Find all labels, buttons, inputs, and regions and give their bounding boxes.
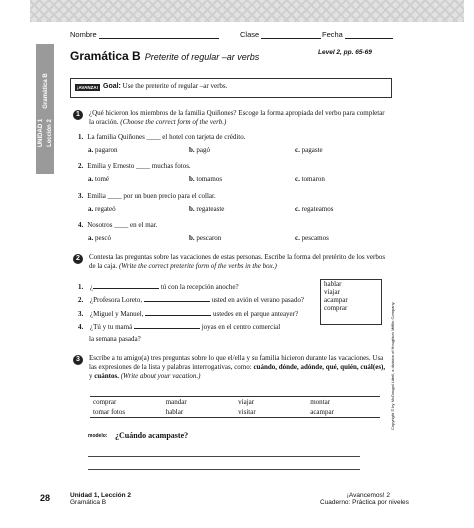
answer-line[interactable] (88, 468, 360, 470)
option-text: regateamos (301, 205, 334, 213)
s1-option-a[interactable] (88, 175, 109, 184)
s1-option-a[interactable] (88, 234, 111, 243)
s2-item-pre: ¿Tú y tu mamá (90, 323, 133, 331)
section-number-3: 3 (73, 355, 83, 365)
table-cell: acampar (310, 408, 334, 416)
table-cell: hablar (165, 408, 184, 416)
option-text: pescamos (301, 234, 329, 242)
s2-item-2 (78, 294, 304, 305)
table-row (90, 397, 380, 407)
section3-instruction-en: (Write about your vacation.) (120, 372, 201, 380)
copyright-notice: Copyright © by McDougal Littell, a division of Houghton Mifflin Company. (390, 301, 395, 430)
name-field[interactable] (70, 29, 219, 39)
s2-answer-blank[interactable] (134, 321, 200, 329)
footer-unit: Unidad 1, Lección 2 (70, 492, 132, 499)
s2-item-4-cont: la semana pasada? (89, 335, 141, 343)
model-label: modelo: (88, 433, 108, 439)
option-text: pagó (196, 146, 211, 154)
section3-last-word: cuántos. (94, 372, 119, 380)
expressions-table (90, 396, 380, 418)
table-cell: visitar (238, 408, 256, 416)
option-letter: a. (88, 205, 94, 213)
class-label: Clase (240, 30, 260, 39)
s1-item-number: 1. (78, 133, 84, 141)
s2-item-number: 4. (78, 323, 84, 331)
s1-item-stem: La familia Quiñones ____ el hotel con tarjeta de crédito. (87, 133, 246, 141)
level-reference: Level 2, pp. 65-69 (318, 49, 372, 56)
name-label: Nombre (70, 30, 97, 39)
s2-item-1 (78, 281, 239, 292)
s2-item-3 (78, 308, 298, 319)
model-text: ¿Cuándo acampaste? (115, 431, 189, 440)
footer-right (320, 492, 409, 506)
s1-option-b[interactable] (189, 205, 224, 214)
s2-answer-blank[interactable] (144, 294, 210, 302)
section-number-1: 1 (73, 110, 83, 120)
table-cell: tomar fotos (93, 408, 126, 416)
s2-item-pre: ¿Profesora Loreto, (90, 296, 143, 304)
word-box-item: hablar (324, 280, 342, 288)
s1-item-number: 2. (78, 162, 84, 170)
s1-option-b[interactable] (189, 175, 222, 184)
s1-option-b[interactable] (189, 146, 210, 155)
option-text: regateó (95, 205, 116, 213)
word-box (320, 279, 382, 325)
title-main: Gramática B (70, 49, 141, 63)
option-letter: c. (295, 146, 300, 154)
section1-instruction (89, 109, 389, 127)
date-label: Fecha (322, 30, 343, 39)
option-text: tomamos (196, 175, 223, 183)
page-title (70, 49, 259, 63)
date-line (345, 29, 393, 39)
section-number-2: 2 (73, 254, 83, 264)
side-tab-unit: UNIDAD 1 (38, 118, 44, 148)
s1-item-stem: Nosotros ____ en el mar. (87, 221, 158, 229)
s1-option-c[interactable] (295, 205, 333, 214)
name-line (99, 29, 219, 39)
s2-item-post: joyas en el centro comercial (201, 323, 281, 331)
option-text: tomaron (301, 175, 325, 183)
goal-body: Use the preterite of regular –ar verbs. (122, 82, 228, 90)
word-box-item: comprar (324, 304, 348, 312)
section2-instruction-en: (Write the correct preterite form of the verbs in the box.) (118, 262, 277, 270)
s1-item-stem: Emilia ____ por un buen precio para el collar. (87, 192, 216, 200)
option-text: tomé (95, 175, 109, 183)
s1-option-c[interactable] (295, 146, 323, 155)
table-cell: montar (310, 398, 331, 406)
table-cell: viajar (238, 398, 255, 406)
goal-text (103, 82, 227, 90)
avanza-badge: ¡AVANZA! (77, 85, 99, 90)
option-text: regateaste (196, 205, 225, 213)
class-field[interactable] (240, 29, 321, 39)
footer-section: Gramática B (70, 499, 107, 506)
option-text: pescaron (196, 234, 222, 242)
section3-interrogatives: cuándo, dónde, adónde, qué, quién, cuál(es), (253, 363, 386, 371)
s2-item-number: 1. (78, 283, 84, 291)
s2-item-post: tú con la recepción anoche? (160, 283, 239, 291)
option-letter: a. (88, 146, 94, 154)
s1-option-c[interactable] (295, 234, 329, 243)
option-text: pescó (95, 234, 111, 242)
s1-option-b[interactable] (189, 234, 221, 243)
option-letter: c. (295, 234, 300, 242)
footer-book: ¡Avancemos! 2 (346, 492, 390, 499)
page-number: 28 (40, 493, 51, 503)
option-text: pagaron (95, 146, 118, 154)
option-letter: c. (295, 175, 300, 183)
goal-label: Goal: (103, 83, 121, 90)
word-box-item: acampar (324, 296, 348, 304)
s2-answer-blank[interactable] (145, 308, 211, 316)
side-tab-lesson: Lección 2 (47, 119, 53, 147)
section3-and: y (89, 372, 93, 380)
decorative-banner (30, 0, 464, 22)
s1-item-number: 3. (78, 192, 84, 200)
s1-item-2 (78, 162, 191, 171)
option-letter: b. (189, 234, 195, 242)
table-cell: mandar (165, 398, 187, 406)
s2-item-number: 2. (78, 296, 84, 304)
section3-instruction (89, 354, 389, 381)
s2-item-post: usted en avión el verano pasado? (211, 296, 304, 304)
section2-instruction (89, 253, 389, 271)
section1-instruction-es: ¿Qué hicieron los miembros de la familia Quiñones? Escoge la forma apropiada del verbo para completar la oración. (89, 109, 385, 126)
s1-option-a[interactable] (88, 205, 116, 214)
s2-item-pre: ¿Miguel y Manuel, (90, 310, 144, 318)
word-box-item: viajar (324, 288, 340, 296)
s1-option-a[interactable] (88, 146, 118, 155)
s1-item-1 (78, 133, 245, 142)
s1-item-3 (78, 192, 216, 201)
s1-item-stem: Emilia y Ernesto ____ muchas fotos. (87, 162, 191, 170)
section1-instruction-en: (Choose the correct form of the verb.) (120, 118, 227, 126)
section3-instruction-es: Escribe a tu amigo(a) tres preguntas sobre lo que el/ella y su familia hicieron durante las vacaciones. Usa las expresiones de la lista y palabras interrogativas, como: (89, 354, 384, 371)
table-row (90, 407, 380, 417)
option-letter: c. (295, 205, 300, 213)
answer-line[interactable] (88, 455, 360, 457)
s2-answer-blank[interactable] (93, 281, 159, 289)
s1-option-c[interactable] (295, 175, 325, 184)
s1-item-number: 4. (78, 221, 84, 229)
option-letter: a. (88, 234, 94, 242)
date-field[interactable] (322, 29, 393, 39)
footer-left (70, 492, 131, 506)
option-letter: a. (88, 175, 94, 183)
s2-item-post: ustedes en el parque anteayer? (212, 310, 299, 318)
table-cell: comprar (93, 398, 117, 406)
footer-workbook: Cuaderno: Práctica por niveles (320, 499, 409, 506)
option-letter: b. (189, 146, 195, 154)
side-tab-section: Gramática B (43, 73, 49, 109)
s2-item-pre: ¿ (90, 283, 94, 291)
class-line (261, 29, 321, 39)
option-text: pagaste (301, 146, 323, 154)
s2-item-number: 3. (78, 310, 84, 318)
section2-instruction-es: Contesta las preguntas sobre las vacaciones de estas personas. Escribe la forma del pretérito de los verbos de la caja. (89, 253, 386, 270)
s1-item-4 (78, 221, 157, 230)
s2-item-4 (78, 321, 280, 332)
option-letter: b. (189, 205, 195, 213)
title-sub: Preterite of regular –ar verbs (144, 52, 260, 62)
option-letter: b. (189, 175, 195, 183)
